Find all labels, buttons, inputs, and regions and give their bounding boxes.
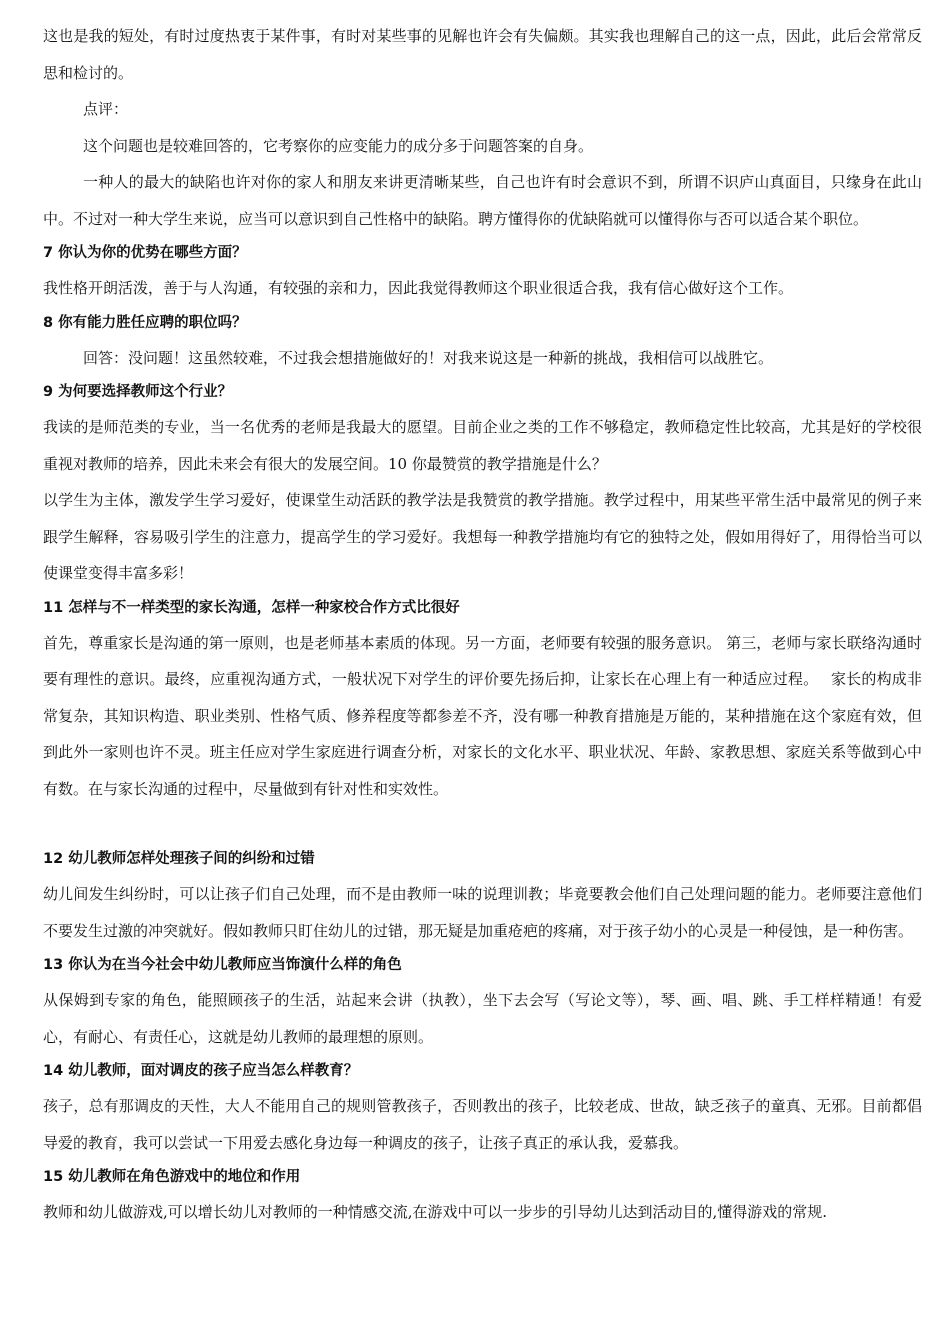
body-paragraph: 一种人的最大的缺陷也许对你的家人和朋友来讲更清晰某些，自己也许有时会意识不到，所谓不识庐山真面目，只缘身在此山中。不过对一种大学生来说，应当可以意识到自己性格中的缺陷。聘方懂得你的优缺陷就可以懂得你与否可以适合某个职位。 [43, 173, 922, 228]
question-heading: 13 你认为在当今社会中幼儿教师应当饰演什么样的角色 [43, 957, 402, 973]
body-paragraph: 点评： [83, 100, 129, 118]
body-paragraph: 我性格开朗活泼，善于与人沟通，有较强的亲和力，因此我觉得教师这个职业很适合我，我有信心做好这个工作。 [43, 279, 794, 297]
question-heading: 8 你有能力胜任应聘的职位吗？ [43, 314, 247, 331]
question-heading: 7 你认为你的优势在哪些方面？ [43, 245, 247, 261]
body-paragraph: 从保姆到专家的角色，能照顾孩子的生活，站起来会讲（执教），坐下去会写（写论文等），琴、画、唱、跳、手工样样精通！有爱心，有耐心、有责任心，这就是幼儿教师的最理想的原则。 [43, 991, 922, 1046]
body-paragraph: 教师和幼儿做游戏,可以增长幼儿对教师的一种情感交流,在游戏中可以一步步的引导幼儿达到活动目的,懂得游戏的常规. [43, 1203, 828, 1221]
body-paragraph: 这也是我的短处，有时过度热衷于某件事，有时对某些事的见解也许会有失偏颇。其实我也理解自己的这一点，因此，此后会常常反思和检讨的。 [43, 27, 922, 82]
body-paragraph: 以学生为主体，激发学生学习爱好，使课堂生动活跃的教学法是我赞赏的教学措施。教学过程中，用某些平常生活中最常见的例子来跟学生解释，容易吸引学生的注意力，提高学生的学习爱好。我想每一种教学措施均有它的独特之处，假如用得好了，用得恰当可以使课堂变得丰富多彩！ [43, 491, 922, 582]
question-heading: 15 幼儿教师在角色游戏中的地位和作用 [43, 1169, 301, 1185]
question-heading: 14 幼儿教师，面对调皮的孩子应当怎么样教育？ [43, 1063, 359, 1079]
body-paragraph: 这个问题也是较难回答的，它考察你的应变能力的成分多于问题答案的自身。 [83, 136, 594, 155]
paragraph-spacer [43, 807, 922, 843]
question-heading: 11 怎样与不一样类型的家长沟通，怎样一种家校合作方式比很好 [43, 599, 460, 616]
body-paragraph: 首先，尊重家长是沟通的第一原则，也是老师基本素质的体现。另一方面，老师要有较强的服务意识。 第三，老师与家长联络沟通时要有理性的意识。最终，应重视沟通方式，一般状况下对学生的评价要先扬后抑，让家长在心理上有一种适应过程。 家长的构成非常复杂，其知识构造、职业类别、性格气质、修养程度等都参差不齐，没有哪一种教育措施是万能的，某种措施在这个家庭有效，但到此外一家则也许不灵。班主任应对学生家庭进行调查分析，对家长的文化水平、职业状况、年龄、家教思想、家庭关系等做到心中有数。在与家长沟通的过程中，尽量做到有针对性和实效性。 [43, 633, 922, 798]
body-paragraph: 我读的是师范类的专业，当一名优秀的老师是我最大的愿望。目前企业之类的工作不够稳定，教师稳定性比较高，尤其是好的学校很重视对教师的培养，因此未来会有很大的发展空间。10 你最赞赏的教学措施是什么？ [43, 418, 922, 473]
question-heading: 12 幼儿教师怎样处理孩子间的纠纷和过错 [43, 851, 315, 867]
question-heading: 9 为何要选择教师这个行业？ [43, 384, 233, 400]
body-paragraph: 幼儿间发生纠纷时，可以让孩子们自己处理，而不是由教师一味的说理训教；毕竟要教会他们自己处理问题的能力。老师要注意他们不要发生过激的冲突就好。假如教师只盯住幼儿的过错，那无疑是加重疮疤的疼痛，对于孩子幼小的心灵是一种侵蚀，是一种伤害。 [43, 885, 922, 940]
body-paragraph: 回答：没问题！这虽然较难，不过我会想措施做好的！对我来说这是一种新的挑战，我相信可以战胜它。 [83, 348, 774, 367]
body-paragraph: 孩子，总有那调皮的天性，大人不能用自己的规则管教孩子，否则教出的孩子，比较老成、世故，缺乏孩子的童真、无邪。目前都倡导爱的教育，我可以尝试一下用爱去感化身边每一种调皮的孩子，让孩子真正的承认我，爱慕我。 [43, 1097, 922, 1152]
